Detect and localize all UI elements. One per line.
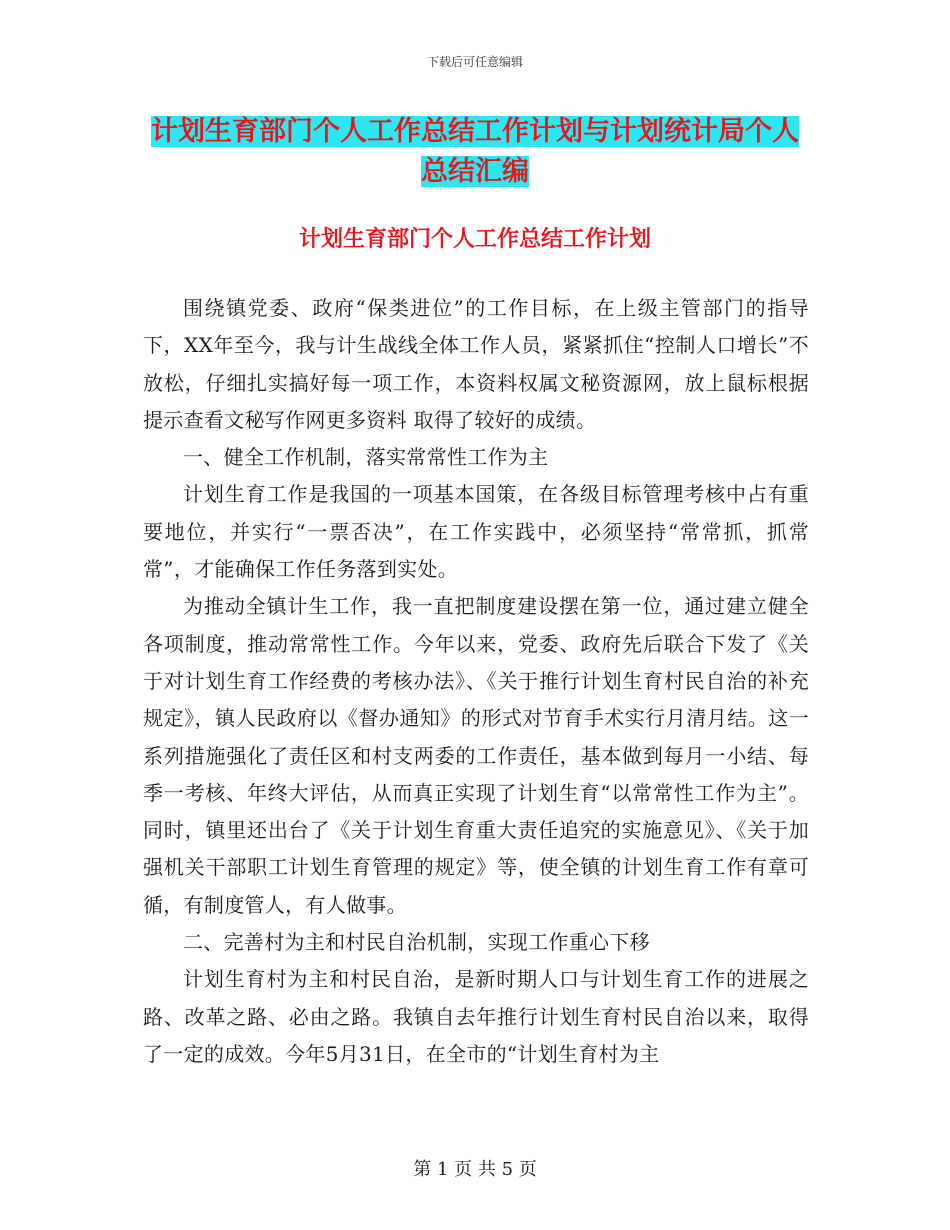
section-heading: 一、健全工作机制，落实常常性工作为主 bbox=[183, 445, 549, 470]
document-title bbox=[140, 112, 810, 192]
body-text bbox=[143, 290, 809, 1073]
document-title-text: 计划生育部门个人工作总结工作计划与计划统计局个人总结汇编 bbox=[151, 116, 799, 187]
header-note: 下载后可任意编辑 bbox=[426, 55, 523, 69]
page-number-footer: 第 1 页 共 5 页 bbox=[413, 1159, 537, 1180]
paragraph: 计划生育工作是我国的一项基本国策，在各级目标管理考核中占有重要地位，并实行“一票否决”，在工作实践中，必须坚持“常常抓，抓常常”，才能确保工作任务落到实处。 bbox=[143, 482, 809, 582]
paragraph: 围绕镇党委、政府“保类进位”的工作目标，在上级主管部门的指导下，XX年至今，我与计生战线全体工作人员，紧紧抓住“控制人口增长”不放松，仔细扎实搞好每一项工作，本资料权属文秘资源网，放上鼠标根据提示查看文秘写作网更多资料 取得了较好的成绩。 bbox=[143, 296, 809, 432]
paragraph: 计划生育村为主和村民自治，是新时期人口与计划生育工作的进展之路、改革之路、必由之路。我镇自去年推行计划生育村民自治以来，取得了一定的成效。今年5月31日，在全市的“计划生育村为主 bbox=[143, 967, 809, 1066]
paragraph: 为推动全镇计生工作，我一直把制度建设摆在第一位，通过建立健全各项制度，推动常常性工作。今年以来，党委、政府先后联合下发了《关于对计划生育工作经费的考核办法》、《关于推行计划生育村民自治的补充规定》，镇人民政府以《督办通知》的形式对节育手术实行月清月结。这一系列措施强化了责任区和村支两委的工作责任，基本做到每月一小结、每季一考核、年终大评估，从而真正实现了计划生育“以常常性工作为主”。同时，镇里还出台了《关于计划生育重大责任追究的实施意见》、《关于加强机关干部职工计划生育管理的规定》等，使全镇的计划生育工作有章可循，有制度管人，有人做事。 bbox=[143, 594, 809, 917]
section-title: 计划生育部门个人工作总结工作计划 bbox=[298, 227, 651, 252]
section-heading: 二、完善村为主和村民自治机制，实现工作重心下移 bbox=[183, 930, 650, 955]
